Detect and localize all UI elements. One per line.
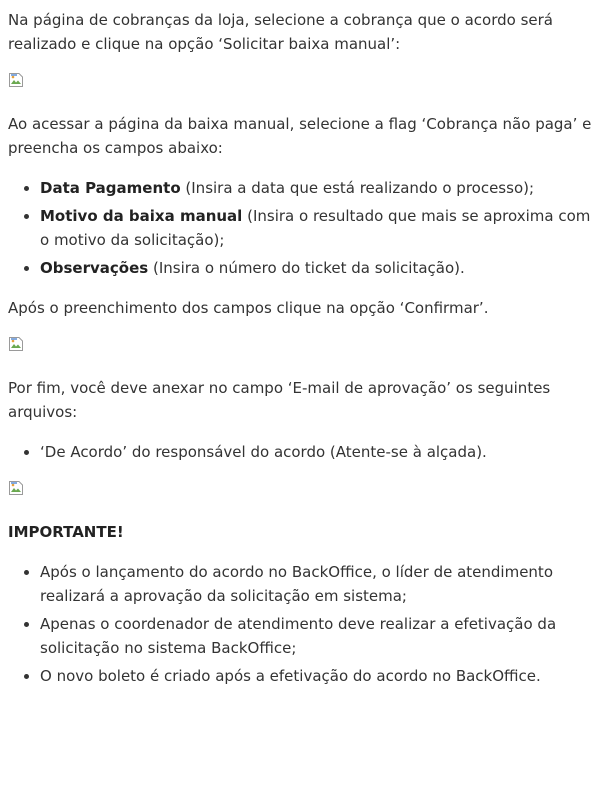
broken-image-icon [8, 72, 592, 96]
fields-list [8, 176, 592, 280]
list-item: • Após o lançamento do acordo no BackOffice, o líder de atendimento realizará a aprovação da solicitação em sistema; [40, 560, 592, 608]
step-paragraph-4: Por fim, você deve anexar no campo ‘E-mail de aprovação’ os seguintes arquivos: [8, 379, 551, 421]
list-item [40, 176, 592, 200]
field-description: (Insira o número do ticket da solicitação). [152, 259, 465, 277]
list-item: • Apenas o coordenador de atendimento deve realizar a efetivação da solicitação no sistema BackOffice; [40, 612, 592, 660]
broken-image-icon [8, 480, 592, 504]
step-paragraph-2: Ao acessar a página da baixa manual, selecione a flag ‘Cobrança não paga’ e preencha os campos abaixo: [8, 115, 592, 157]
important-heading: IMPORTANTE! [8, 523, 124, 541]
field-description: (Insira o resultado que mais se aproxima com o motivo da solicitação); [40, 207, 591, 249]
step-paragraph-1: Na página de cobranças da loja, selecione a cobrança que o acordo será realizado e clique na opção ‘Solicitar baixa manual’: [8, 11, 553, 53]
step-paragraph-3: Após o preenchimento dos campos clique na opção ‘Confirmar’. [8, 299, 489, 317]
list-item: • O novo boleto é criado após a efetivação do acordo no BackOffice. [40, 664, 592, 688]
list-item: • ‘De Acordo’ do responsável do acordo (Atente-se à alçada). [40, 440, 592, 464]
field-description: (Insira a data que está realizando o processo); [185, 179, 535, 197]
field-label: Observações [40, 259, 149, 277]
broken-image-icon [8, 336, 592, 360]
field-label: Motivo da baixa manual [40, 207, 243, 225]
attachments-list [8, 440, 592, 464]
list-item [40, 204, 592, 252]
important-list [8, 560, 592, 688]
field-label: Data Pagamento [40, 179, 181, 197]
list-item [40, 256, 592, 280]
